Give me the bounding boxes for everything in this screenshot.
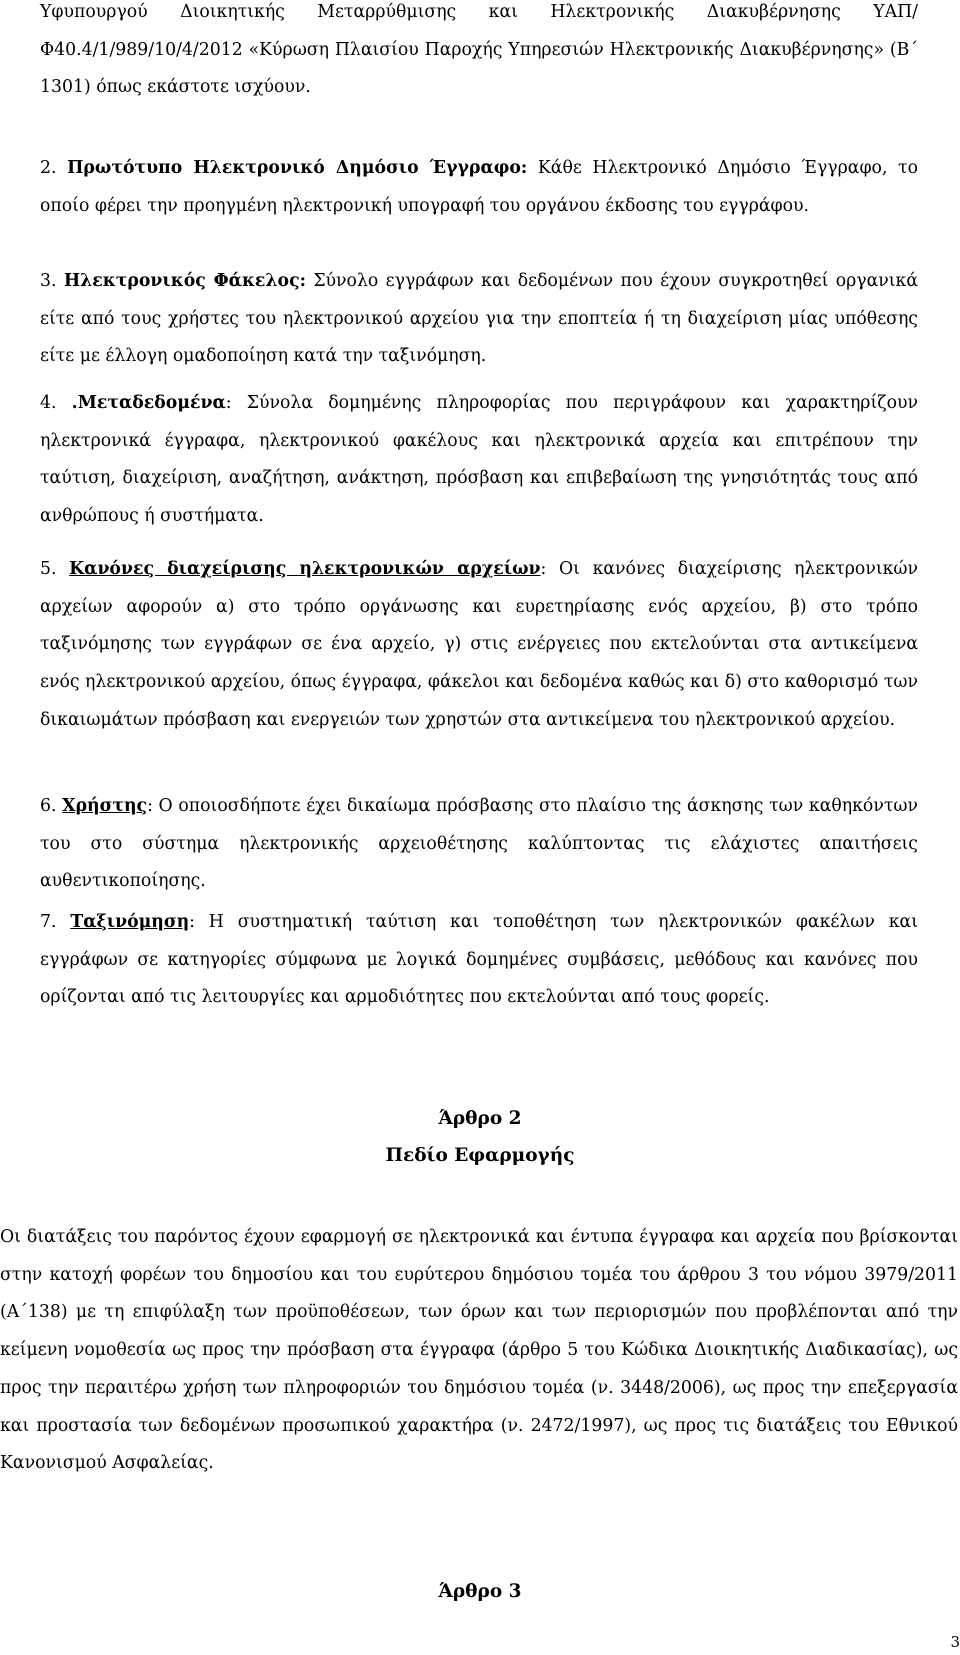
- article-2-body-text: Οι διατάξεις του παρόντος έχουν εφαρμογή σε ηλεκτρονικά και έντυπα έγγραφα και αρχεία που βρίσκονται στην κατοχή φορέων του δημοσίου και του ευρύτερου δημόσιου τομέα του άρθρου 3 του νόμου 3979/2011 (Α΄138) με τη επιφύλαξη των προϋποθέσεων, των όρων και των περιορισμών που προβλέπονται από την κείμενη νομοθεσία ως προς την πρόσβαση στα έγγραφα (άρθρο 5 του Κώδικα Διοικητικής Διαδικασίας), ως προς την περαιτέρω χρήση των πληροφοριών του δημόσιου τομέα (ν. 3448/2006), ως προς την επεξεργασία και προστασία των δεδομένων προσωπικού χαρακτήρα (ν. 2472/1997), ως προς τις διατάξεις του Εθνικού Κανονισμού Ασφαλείας.: [0, 1227, 958, 1474]
- definition-4: [40, 385, 918, 536]
- definition-number: 2.: [40, 158, 68, 178]
- intro-text: Υφυπουργού Διοικητικής Μεταρρύθμισης και Ηλεκτρονικής Διακυβέρνησης ΥΑΠ/Φ40.4/1/989/10/4/2012 «Κύρωση Πλαισίου Παροχής Υπηρεσιών Ηλεκτρονικής Διακυβέρνησης» (Β΄ 1301) όπως εκάστοτε ισχύουν.: [40, 2, 918, 98]
- definition-text: : Σύνολα δομημένης πληροφορίας που περιγράφουν και χαρακτηρίζουν ηλεκτρονικά έγγραφα, ηλεκτρονικού φακέλους και ηλεκτρονικά αρχεία και επιτρέπουν την ταύτιση, διαχείριση, αναζήτηση, ανάκτηση, πρόσβαση και επιβεβαίωση της γνησιότητάς τους από ανθρώπους ή συστήματα.: [40, 393, 919, 527]
- definition-term: Ηλεκτρονικός Φάκελος:: [63, 271, 306, 291]
- definition-text: : Οι κανόνες διαχείρισης ηλεκτρονικών αρχείων αφορούν α) στο τρόπο οργάνωσης και ευρετηρίασης ενός αρχείου, β) στο τρόπο ταξινόμησης των εγγράφων σε ένα αρχείο, γ) στις ενέργειες που εκτελούνται στα αντικείμενα ενός ηλεκτρονικού αρχείου, όπως έγγραφα, φάκελοι και δεδομένα καθώς και δ) στο καθορισμό των δικαιωμάτων πρόσβαση και ενεργειών των χρηστών στα αντικείμενα του ηλεκτρονικού αρχείου.: [40, 559, 919, 730]
- definition-text: Κάθε Ηλεκτρονικό Δημόσιο Έγγραφο, το οποίο φέρει την προηγμένη ηλεκτρονική υπογραφή του οργάνου έκδοσης του εγγράφου.: [40, 158, 918, 216]
- article-2-subtitle: Πεδίο Εφαρμογής: [385, 1145, 575, 1166]
- definition-text: : Ο οποιοσδήποτε έχει δικαίωμα πρόσβασης στο πλαίσιο της άσκησης των καθηκόντων του στο σύστημα ηλεκτρονικής αρχειοθέτησης καλύπτοντας τις ελάχιστες απαιτήσεις αυθεντικοποίησης.: [40, 796, 918, 892]
- definition-number: 6.: [40, 796, 63, 816]
- definition-term: Ταξινόμηση: [70, 912, 190, 932]
- definition-5: [40, 551, 918, 740]
- definition-term: Κανόνες διαχείρισης ηλεκτρονικών αρχείων: [69, 559, 541, 579]
- definition-number: 3.: [40, 271, 64, 291]
- article-2-title: Άρθρο 2: [438, 1108, 522, 1129]
- definition-text: : Η συστηματική ταύτιση και τοποθέτηση των ηλεκτρονικών φακέλων και εγγράφων σε κατηγορίες σύμφωνα με λογικά δομημένες συμβάσεις, μεθόδους και κανόνες που ορίζονται από τις λειτουργίες και αρμοδιότητες που εκτελούνται από τους φορείς.: [40, 912, 918, 1008]
- definition-text: Σύνολο εγγράφων και δεδομένων που έχουν συγκροτηθεί οργανικά είτε από τους χρήστες του ηλεκτρονικού αρχείου για την εποπτεία ή τη διαχείριση μίας υπόθεσης είτε με έλλογη ομαδοποίηση κατά την ταξινόμηση.: [40, 271, 919, 367]
- definition-3: [40, 263, 918, 376]
- intro-paragraph: [40, 0, 918, 107]
- definition-term: .Μεταδεδομένα: [71, 393, 226, 413]
- definition-term: Πρωτότυπο Ηλεκτρονικό Δημόσιο Έγγραφο:: [67, 158, 528, 178]
- article-3-title: Άρθρο 3: [438, 1581, 522, 1602]
- definition-6: [40, 788, 918, 901]
- page-number: 3: [950, 1633, 960, 1651]
- article-2-body: [0, 1219, 958, 1483]
- definition-term: Χρήστης: [62, 796, 148, 816]
- definition-number: 7.: [40, 912, 71, 932]
- definition-number: 5.: [40, 559, 70, 579]
- definition-number: 4.: [40, 393, 72, 413]
- definition-2: [40, 150, 918, 225]
- definition-7: [40, 904, 918, 1017]
